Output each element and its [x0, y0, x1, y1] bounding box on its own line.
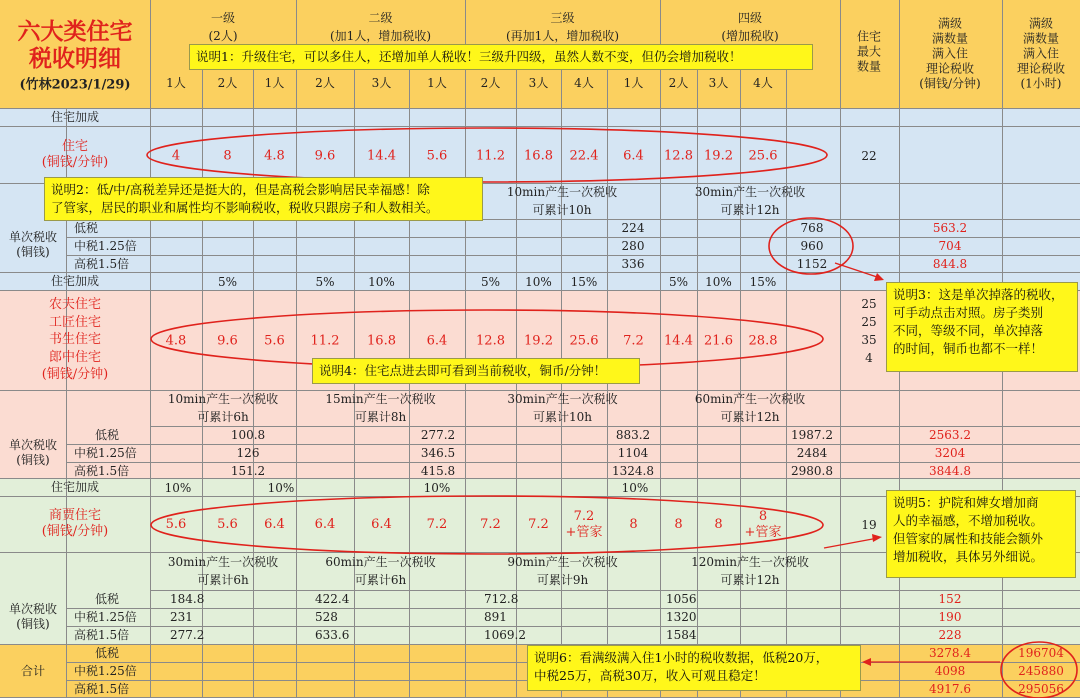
page-subtitle: 税收明细 [29, 44, 121, 72]
rate-value: 19.2 [704, 148, 733, 164]
accum-label: 可累计10h [532, 203, 592, 217]
level-header-1: 一级 [210, 11, 236, 25]
tax-value: 231 [170, 610, 193, 624]
tax-tier-label: 低税 [95, 592, 120, 606]
tax-value: 2484 [796, 446, 828, 460]
level-header-4: 四级 [737, 11, 763, 25]
rate-value: 6.4 [426, 333, 448, 349]
level-header-3: 三级 [550, 11, 575, 25]
tax-value: 1324.8 [612, 464, 654, 478]
accum-label: 可累计10h [533, 410, 592, 424]
total-theory-value: 4917.6 [929, 682, 971, 696]
arrowhead-note3 [874, 273, 884, 281]
interval-label: 60min产生一次税收 [694, 392, 806, 406]
rate-value: 12.8 [476, 333, 505, 349]
persons-header: 1人 [166, 76, 186, 90]
arrow-note3 [835, 263, 880, 278]
rate-value: 11.2 [476, 148, 505, 164]
bonus-value: 15% [570, 275, 598, 289]
persons-header: 1人 [264, 76, 285, 90]
tax-value: 528 [315, 610, 338, 624]
single-tax-label: 单次税收 (铜钱) [8, 230, 58, 259]
bonus-value: 5% [217, 275, 238, 289]
bonus-value: 5% [480, 275, 501, 289]
single-tax-label: 单次税收 (铜钱) [8, 602, 58, 631]
tax-value: 712.8 [484, 592, 519, 606]
arrowhead-note6 [862, 658, 871, 666]
rate-value: 4.8 [264, 148, 285, 164]
tax-tier-label: 中税1.25倍 [74, 610, 137, 624]
tax-value: 277.2 [170, 628, 205, 642]
tax-value: 184.8 [170, 592, 205, 606]
tax-value: 280 [621, 239, 645, 253]
total-hour-value: 245880 [1018, 664, 1064, 678]
bonus-value: 10% [164, 481, 192, 495]
bonus-value: 10% [267, 481, 295, 495]
tax-value: 1320 [666, 610, 697, 624]
values-ellipse-s3 [151, 496, 823, 554]
total-theory-value: 4098 [934, 664, 966, 678]
rate-value: 7.2 [480, 516, 501, 532]
theory-value: 228 [938, 628, 962, 642]
bonus-label: 住宅加成 [50, 274, 100, 288]
tax-value: 224 [621, 221, 645, 235]
rate-value: 28.8 [748, 333, 778, 349]
bonus-label: 住宅加成 [50, 110, 100, 124]
rate-value: 19.2 [524, 333, 553, 349]
rate-value: 8 [223, 148, 232, 164]
theory-value: 190 [938, 610, 962, 624]
max-houses-header: 住宅 最大 数量 [856, 29, 882, 74]
theory-value: 844.8 [932, 257, 968, 271]
tax-tier-label: 低税 [74, 221, 99, 235]
tax-ellipse-s1 [769, 218, 853, 274]
tax-tier-label: 中税1.25倍 [74, 239, 137, 253]
persons-header: 2人 [315, 76, 335, 90]
tax-value: 2980.8 [791, 464, 833, 478]
bonus-value: 15% [749, 275, 777, 289]
bonus-value: 10% [621, 481, 649, 495]
theory-value: 3844.8 [929, 464, 971, 478]
tax-value: 100.8 [230, 428, 266, 442]
tax-value: 346.5 [420, 446, 456, 460]
total-theory-value: 3278.4 [929, 646, 971, 660]
rate-value: 8 [714, 516, 723, 532]
tax-value: 422.4 [315, 592, 350, 606]
theory-value: 3204 [934, 446, 966, 460]
tax-value: 1056 [666, 592, 697, 606]
note-3: 说明3：这是单次掉落的税收， 可手动点击对照。房子类别 不同，等级不同，单次掉落 的时间，铜币也都不一样！ [886, 282, 1078, 372]
bonus-label: 住宅加成 [50, 480, 100, 494]
single-tax-label: 单次税收 (铜钱) [8, 438, 58, 467]
max-count: 25 [861, 315, 877, 329]
persons-header: 1人 [623, 76, 644, 90]
level-sub-3: (再加1人，增加税收) [506, 29, 619, 43]
max-count: 19 [861, 518, 877, 532]
interval-label: 30min产生一次税收 [507, 392, 618, 406]
max-count: 4 [865, 351, 873, 365]
residence-name: 住宅 (铜钱/分钟) [41, 138, 109, 170]
hour-totals-ellipse [1001, 642, 1077, 698]
rate-value: 8 [674, 516, 683, 532]
values-ellipse-s1 [147, 128, 827, 182]
persons-header: 2人 [217, 76, 238, 90]
tax-value: 883.2 [615, 428, 651, 442]
theory-value: 563.2 [932, 221, 968, 235]
interval-label: 30min产生一次税收 [694, 185, 806, 199]
rate-value: 7.2 [623, 333, 644, 349]
persons-header: 2人 [668, 76, 689, 90]
bonus-value: 5% [668, 275, 689, 289]
rate-value: 11.2 [310, 333, 340, 349]
persons-header: 3人 [708, 76, 729, 90]
tax-value: 1152 [796, 257, 828, 271]
rate-value: 6.4 [264, 516, 285, 532]
tax-tier-label: 高税1.5倍 [74, 464, 130, 478]
tax-tier-label: 低税 [95, 428, 120, 442]
tax-value: 336 [621, 257, 645, 271]
tax-value: 960 [800, 239, 824, 253]
rate-value: 4.8 [165, 333, 187, 349]
rate-value: 14.4 [664, 333, 693, 349]
tax-value: 768 [800, 221, 824, 235]
accum-label: 可累计12h [720, 203, 780, 217]
accum-label: 可累计8h [354, 410, 407, 424]
rate-value: 14.4 [367, 148, 396, 164]
interval-label: 30min产生一次税收 [167, 555, 279, 569]
tax-value: 126 [236, 446, 260, 460]
tax-value: 415.8 [420, 464, 456, 478]
rate-value: 16.8 [524, 148, 553, 164]
theory-value: 152 [938, 592, 962, 606]
accum-label: 可累计9h [536, 573, 589, 587]
accum-label: 可累计12h [720, 410, 780, 424]
total-hour-value: 196704 [1018, 646, 1064, 660]
persons-header: 4人 [574, 76, 594, 90]
theory-value: 704 [938, 239, 962, 253]
level-header-2: 二级 [368, 11, 393, 25]
rate-value: 6.4 [371, 516, 392, 532]
page-title: 六大类住宅 [17, 17, 133, 45]
rate-value: 16.8 [367, 333, 396, 349]
max-count: 25 [861, 297, 877, 311]
max-count: 22 [861, 149, 877, 163]
bonus-value: 10% [423, 481, 451, 495]
interval-label: 90min产生一次税收 [507, 555, 618, 569]
theory-value: 2563.2 [929, 428, 971, 442]
note-6: 说明6：看满级满入住1小时的税收数据，低税20万， 中税25万，高税30万，收入可观且稳定！ [527, 645, 861, 691]
accum-label: 可累计6h [197, 573, 249, 587]
persons-header: 3人 [528, 76, 549, 90]
rate-value: 5.6 [264, 333, 285, 349]
arrow-note5 [824, 538, 878, 548]
note-2: 说明2：低/中/高税差异还是挺大的，但是高税会影响居民幸福感！除 了管家，居民的职业和属性均不影响税收，税收只跟房子和人数相关。 [44, 177, 483, 221]
rate-value: 22.4 [569, 148, 599, 164]
persons-header: 4人 [753, 76, 773, 90]
persons-header: 3人 [371, 76, 392, 90]
rate-value: 8 [629, 516, 638, 532]
rate-value: 21.6 [704, 333, 733, 349]
rate-value: 7.2 +管家 [565, 508, 603, 540]
tax-value: 1987.2 [791, 428, 833, 442]
accum-label: 可累计6h [354, 573, 407, 587]
theory-min-header: 满级 满数量 满入住 理论税收 (铜钱/分钟) [919, 16, 981, 91]
interval-label: 10min产生一次税收 [167, 392, 279, 406]
accum-label: 可累计6h [197, 410, 249, 424]
rate-value: 5.6 [426, 148, 448, 164]
bonus-value: 10% [705, 275, 732, 289]
level-sub-1: (2人) [208, 29, 238, 43]
rate-value: 25.6 [569, 333, 599, 349]
interval-label: 15min产生一次税收 [325, 392, 436, 406]
note-1: 说明1：升级住宅，可以多住人，还增加单人税收！三级升四级，虽然人数不变，但仍会增加税收！ [189, 44, 813, 70]
rate-value: 8 +管家 [744, 508, 782, 540]
persons-header: 1人 [427, 76, 447, 90]
level-sub-4: (增加税收) [721, 29, 779, 43]
bonus-value: 10% [525, 275, 552, 289]
rate-value: 9.6 [217, 333, 238, 349]
tax-value: 633.6 [315, 628, 350, 642]
tax-value: 1069.2 [484, 628, 526, 642]
tax-tier-label: 高税1.5倍 [74, 628, 130, 642]
arrowhead-note5 [872, 534, 882, 542]
theory-hour-header: 满级 满数量 满入住 理论税收 (1小时) [1016, 16, 1066, 91]
note-4: 说明4：住宅点进去即可看到当前税收，铜币/分钟！ [312, 358, 640, 384]
tax-value: 1584 [666, 628, 697, 642]
rate-value: 7.2 [528, 516, 549, 532]
rate-value: 12.8 [664, 148, 693, 164]
rate-value: 9.6 [314, 148, 336, 164]
rate-value: 7.2 [426, 516, 448, 532]
tax-tier-label: 中税1.25倍 [74, 446, 137, 460]
tax-value: 277.2 [420, 428, 456, 442]
interval-label: 120min产生一次税收 [691, 555, 809, 569]
rate-value: 4 [171, 148, 181, 164]
total-hour-value: 295056 [1018, 682, 1064, 696]
accum-label: 可累计12h [720, 573, 780, 587]
tax-tier-label: 高税1.5倍 [74, 257, 130, 271]
interval-label: 60min产生一次税收 [325, 555, 436, 569]
rate-value: 6.4 [623, 148, 644, 164]
rate-value: 6.4 [314, 516, 336, 532]
persons-header: 2人 [480, 76, 501, 90]
craft-residence-name: 农夫住宅 工匠住宅 书生住宅 郎中住宅 (铜钱/分钟) [41, 297, 109, 383]
tax-tier-label: 低税 [95, 646, 120, 660]
rate-value: 5.6 [165, 516, 187, 532]
total-label: 合计 [20, 664, 46, 678]
tax-value: 151.2 [230, 464, 266, 478]
tax-value: 1104 [617, 446, 649, 460]
level-sub-2: (加1人，增加税收) [330, 29, 431, 43]
bonus-value: 5% [315, 275, 335, 289]
title-date: (竹林2023/1/29) [19, 77, 131, 93]
tax-value: 891 [484, 610, 507, 624]
bonus-value: 10% [368, 275, 395, 289]
rate-value: 25.6 [748, 148, 778, 164]
tax-tier-label: 高税1.5倍 [74, 682, 130, 696]
merchant-residence-name: 商贾住宅 (铜钱/分钟) [41, 507, 109, 539]
max-count: 35 [861, 333, 877, 347]
note-5: 说明5：护院和婢女增加商 人的幸福感，不增加税收。 但管家的属性和技能会额外 增加税收，具体另外细说。 [886, 490, 1076, 578]
interval-label: 10min产生一次税收 [506, 185, 618, 199]
tax-tier-label: 中税1.25倍 [74, 664, 137, 678]
rate-value: 5.6 [217, 516, 238, 532]
